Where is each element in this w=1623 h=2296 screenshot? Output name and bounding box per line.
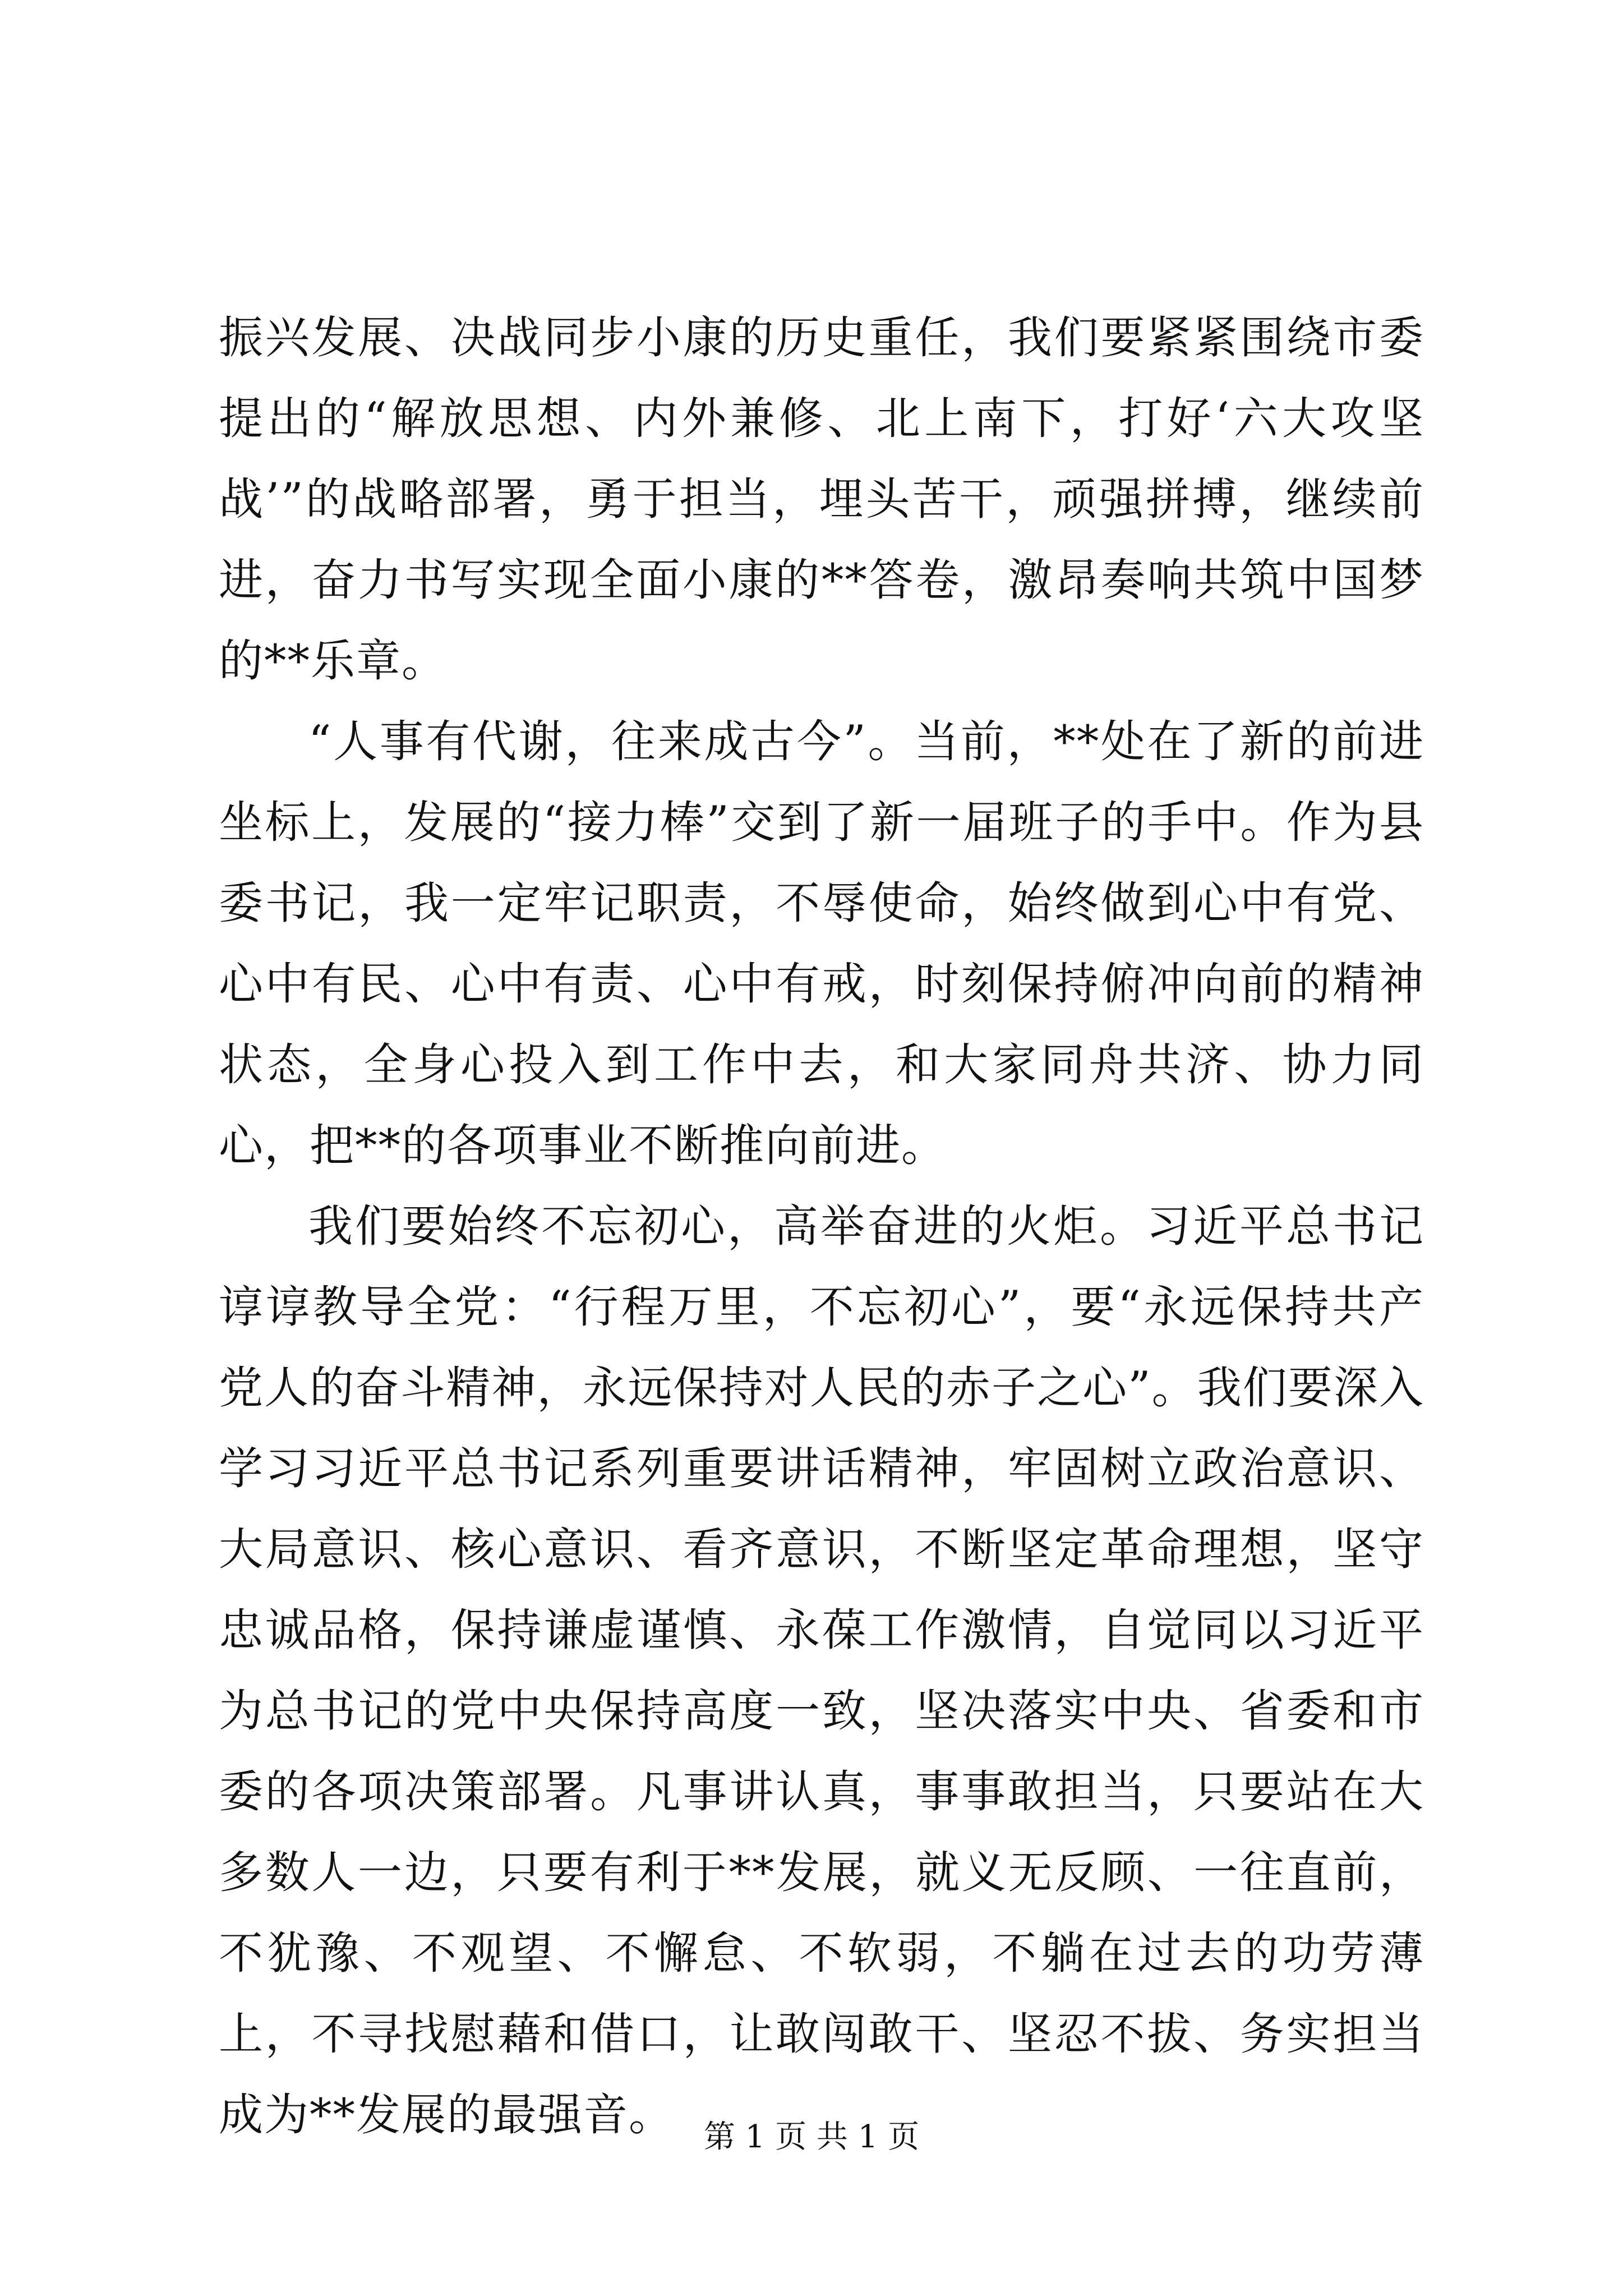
page-footer: 第 1 页 共 1 页 (703, 2119, 920, 2155)
paragraph-3: 我们要始终不忘初心，高举奋进的火炬。习近平总书记谆谆教导全党：“行程万里，不忘初心”，要“永远保持共产党人的奋斗精神，永远保持对人民的赤子之心”。我们要深入学习习近平总书记系列重要讲话精神，牢固树立政治意识、大局意识、核心意识、看齐意识，不断坚定革命理想，坚守忠诚品格，保持谦虚谨慎、永葆工作激情，自觉同以习近平为总书记的党中央保持高度一致，坚决落实中央、省委和市委的各项决策部署。凡事讲认真，事事敢担当，只要站在大多数人一边，只要有利于**发展，就义无反顾、一往直前，不犹豫、不观望、不懈怠、不软弱，不躺在过去的功劳薄上，不寻找慰藉和借口，让敢闯敢干、坚忍不拔、务实担当成为**发展的最强音。 (219, 1200, 1424, 2141)
paragraph-1: 振兴发展、决战同步小康的历史重任，我们要紧紧围绕市委提出的“解放思想、内外兼修、北上南下，打好‘六大攻坚战’”的战略部署，勇于担当，埋头苦干，顽强拼搏，继续前进，奋力书写实现全面小康的**答卷，激昂奏响共筑中国梦的**乐章。 (219, 312, 1424, 687)
paragraph-2: “人事有代谢，往来成古今”。当前，**处在了新的前进坐标上，发展的“接力棒”交到了新一届班子的手中。作为县委书记，我一定牢记职责，不辱使命，始终做到心中有党、心中有民、心中有责、心中有戒，时刻保持俯冲向前的精神状态，全身心投入到工作中去，和大家同舟共济、协力同心，把**的各项事业不断推向前进。 (219, 716, 1424, 1171)
document-body (219, 297, 1424, 2155)
